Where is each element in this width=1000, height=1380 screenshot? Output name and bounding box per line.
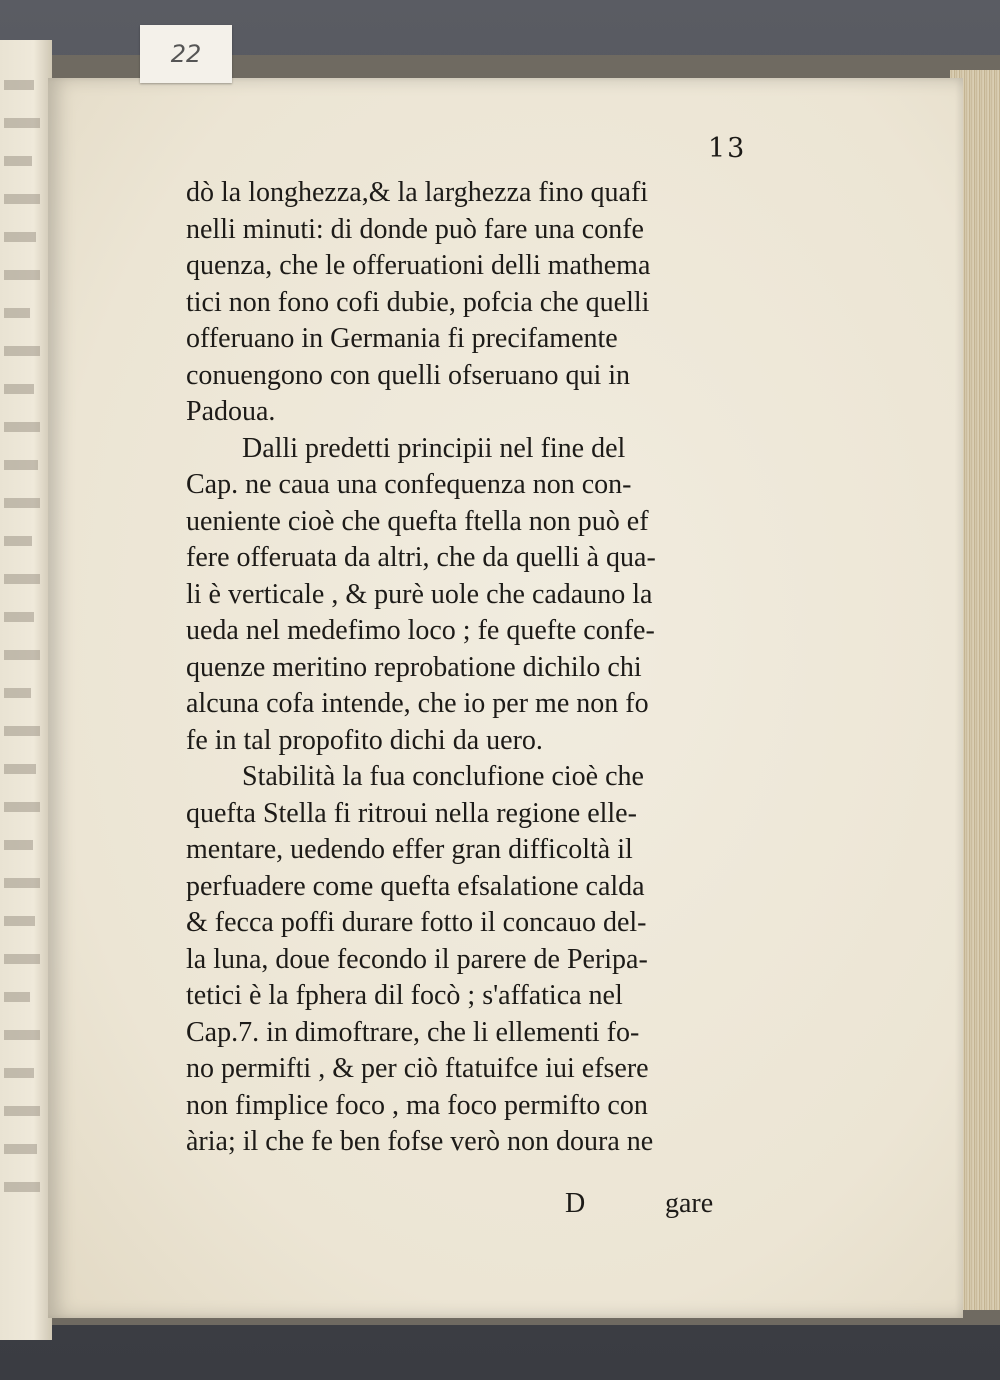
text-line: quenza, che le offeruationi delli mathema	[186, 250, 651, 281]
text-line: Cap.7. in dimoftrare, che li ellementi fo-	[186, 1016, 640, 1048]
text-line: Cap. ne caua una confequenza non con-	[186, 469, 632, 500]
text-line: fe in tal propofito dichi da uero.	[186, 724, 543, 756]
text-line: ueniente cioè che quefta ftella non può ef	[186, 505, 649, 537]
catchword: gare	[665, 1188, 714, 1219]
text-line: Padoua.	[186, 396, 276, 427]
text-line: non fimplice foco , ma foco permifto con	[186, 1089, 648, 1121]
text-line: no permifti , & per ciò ftatuifce iui efsere	[186, 1053, 649, 1084]
text-line: li è verticale , & purè uole che cadauno la	[186, 578, 653, 610]
text-line: dò la longhezza,& la larghezza fino quafi	[186, 177, 649, 208]
archive-tag-label: 22	[170, 40, 202, 68]
text-line: mentare, uedendo effer gran difficoltà il	[186, 834, 633, 865]
signature-mark: D	[565, 1188, 586, 1219]
text-line: ària; il che fe ben fofse verò non doura ne	[186, 1126, 654, 1157]
text-line: & fecca poffi durare fotto il concauo del-	[186, 907, 647, 938]
text-line: tetici è la fphera dil focò ; s'affatica nel	[186, 980, 623, 1011]
text-line: quefta Stella fi ritroui nella regione elle-	[186, 797, 637, 829]
facing-page	[0, 40, 52, 1340]
text-line: nelli minuti: di donde può fare una confe	[186, 213, 644, 245]
text-line: fere offeruata da altri, che da quelli à qua-	[186, 542, 656, 573]
page-number: 13	[708, 133, 747, 164]
text-line: Dalli predetti principii nel fine del	[242, 432, 626, 464]
text-line: offeruano in Germania fi precifamente	[186, 323, 618, 354]
text-line: conuengono con quelli ofseruano qui in	[186, 359, 631, 391]
text-line: perfuadere come quefta efsalatione calda	[186, 870, 645, 902]
body-text	[186, 175, 761, 1161]
text-line: la luna, doue fecondo il parere de Peripa-	[186, 943, 648, 975]
text-line: alcuna cofa intende, che io per me non fo	[186, 688, 649, 719]
text-line: ueda nel medefimo loco ; fe quefte confe-	[186, 615, 655, 646]
text-line: tici non fono cofi dubie, pofcia che quelli	[186, 286, 650, 318]
page-footer	[565, 1188, 735, 1224]
text-line: Stabilità la fua conclufione cioè che	[242, 761, 644, 792]
text-line: quenze meritino reprobatione dichilo chi	[186, 651, 642, 683]
archive-tag	[140, 25, 232, 83]
